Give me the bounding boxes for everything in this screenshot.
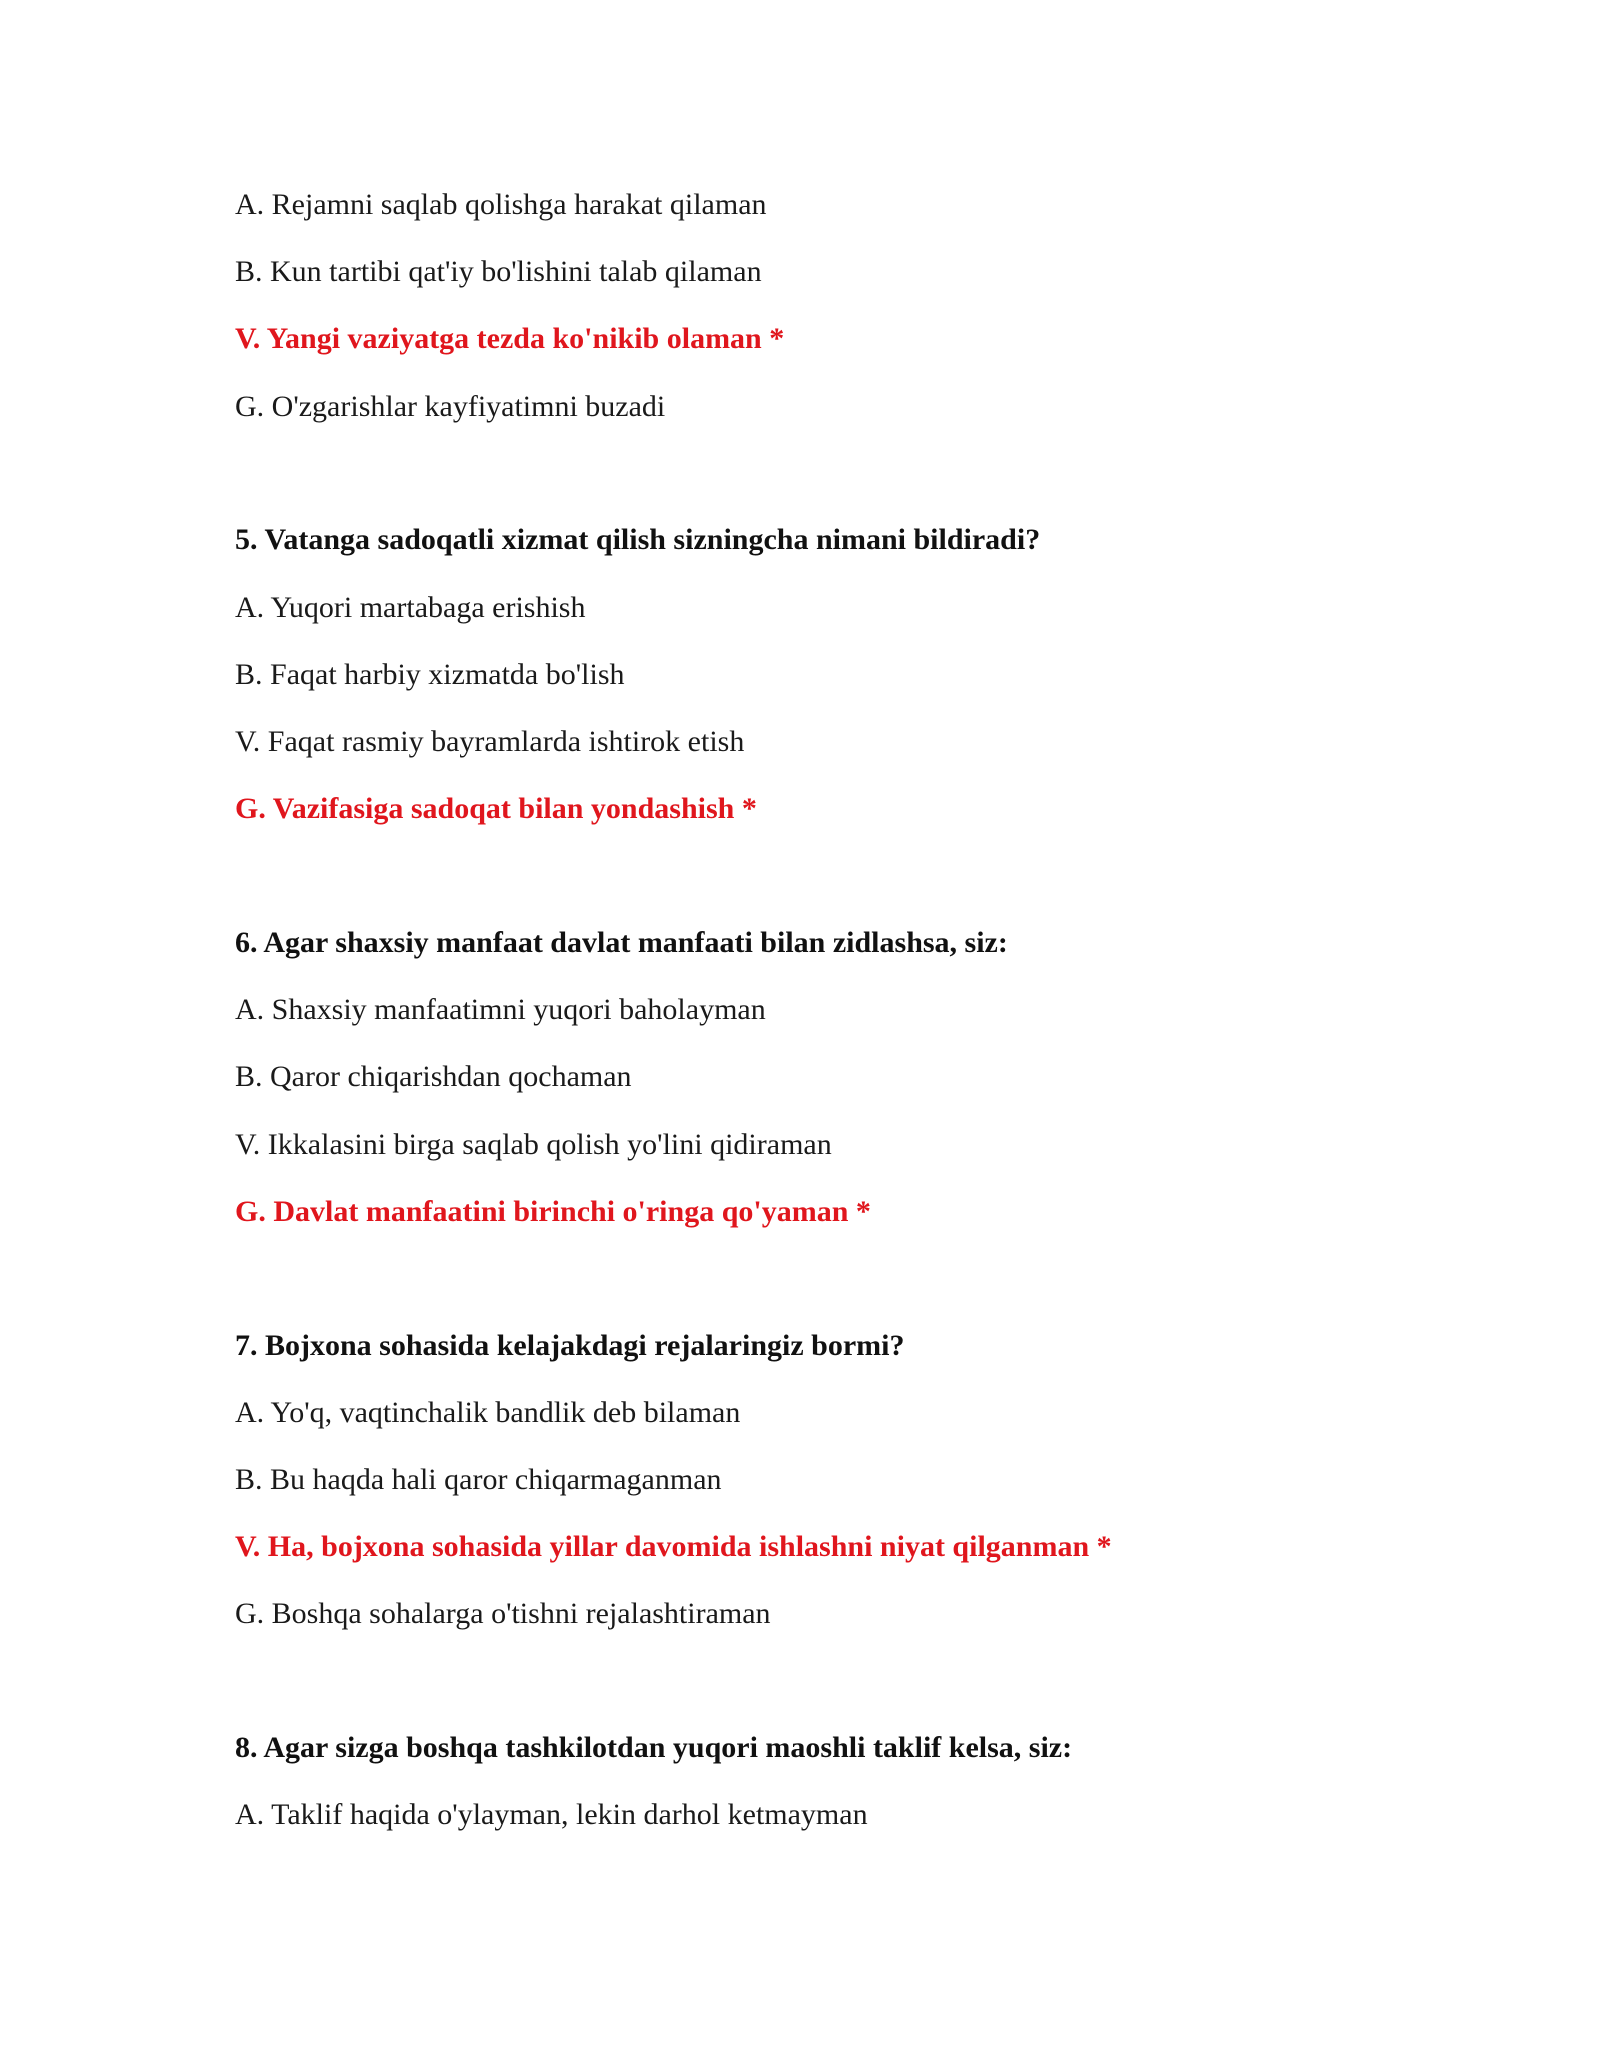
option-q6-2: B. Qaror chiqarishdan qochaman — [235, 1060, 632, 1094]
option-q7-2: B. Bu haqda hali qaror chiqarmaganman — [235, 1463, 722, 1496]
option-q7-3-correct: V. Ha, bojxona sohasida yillar davomida ishlashni niyat qilganman * — [235, 1530, 1112, 1564]
option-q6-3: V. Ikkalasini birga saqlab qolish yo'lini qidiraman — [235, 1127, 832, 1161]
question-q5: 5. Vatanga sadoqatli xizmat qilish sizningcha nimani bildiradi? — [235, 523, 1041, 557]
option-q4-4: G. O'zgarishlar kayfiyatimni buzadi — [235, 389, 666, 423]
question-q8: 8. Agar sizga boshqa tashkilotdan yuqori maoshli taklif kelsa, siz: — [235, 1731, 1073, 1765]
option-q5-3: V. Faqat rasmiy bayramlarda ishtirok etish — [235, 725, 745, 758]
option-q6-1: A. Shaxsiy manfaatimni yuqori baholayman — [235, 993, 766, 1027]
question-q7: 7. Bojxona sohasida kelajakdagi rejalaringiz bormi? — [235, 1328, 905, 1362]
option-q5-2: B. Faqat harbiy xizmatda bo'lish — [235, 657, 625, 691]
option-q7-4: G. Boshqa sohalarga o'tishni rejalashtiraman — [235, 1597, 771, 1631]
option-q6-4-correct: G. Davlat manfaatini birinchi o'ringa qo'yaman * — [235, 1194, 871, 1228]
option-q4-3-correct: V. Yangi vaziyatga tezda ko'nikib olaman * — [235, 322, 785, 356]
option-q4-1: A. Rejamni saqlab qolishga harakat qilaman — [235, 188, 767, 221]
option-q5-4-correct: G. Vazifasiga sadoqat bilan yondashish * — [235, 792, 757, 826]
question-q6: 6. Agar shaxsiy manfaat davlat manfaati bilan zidlashsa, siz: — [235, 926, 1008, 959]
option-q7-1: A. Yo'q, vaqtinchalik bandlik deb bilaman — [235, 1395, 741, 1429]
option-q5-1: A. Yuqori martabaga erishish — [235, 590, 586, 624]
option-q4-2: B. Kun tartibi qat'iy bo'lishini talab qilaman — [235, 255, 762, 289]
option-q8-1: A. Taklif haqida o'ylayman, lekin darhol ketmayman — [235, 1798, 868, 1832]
